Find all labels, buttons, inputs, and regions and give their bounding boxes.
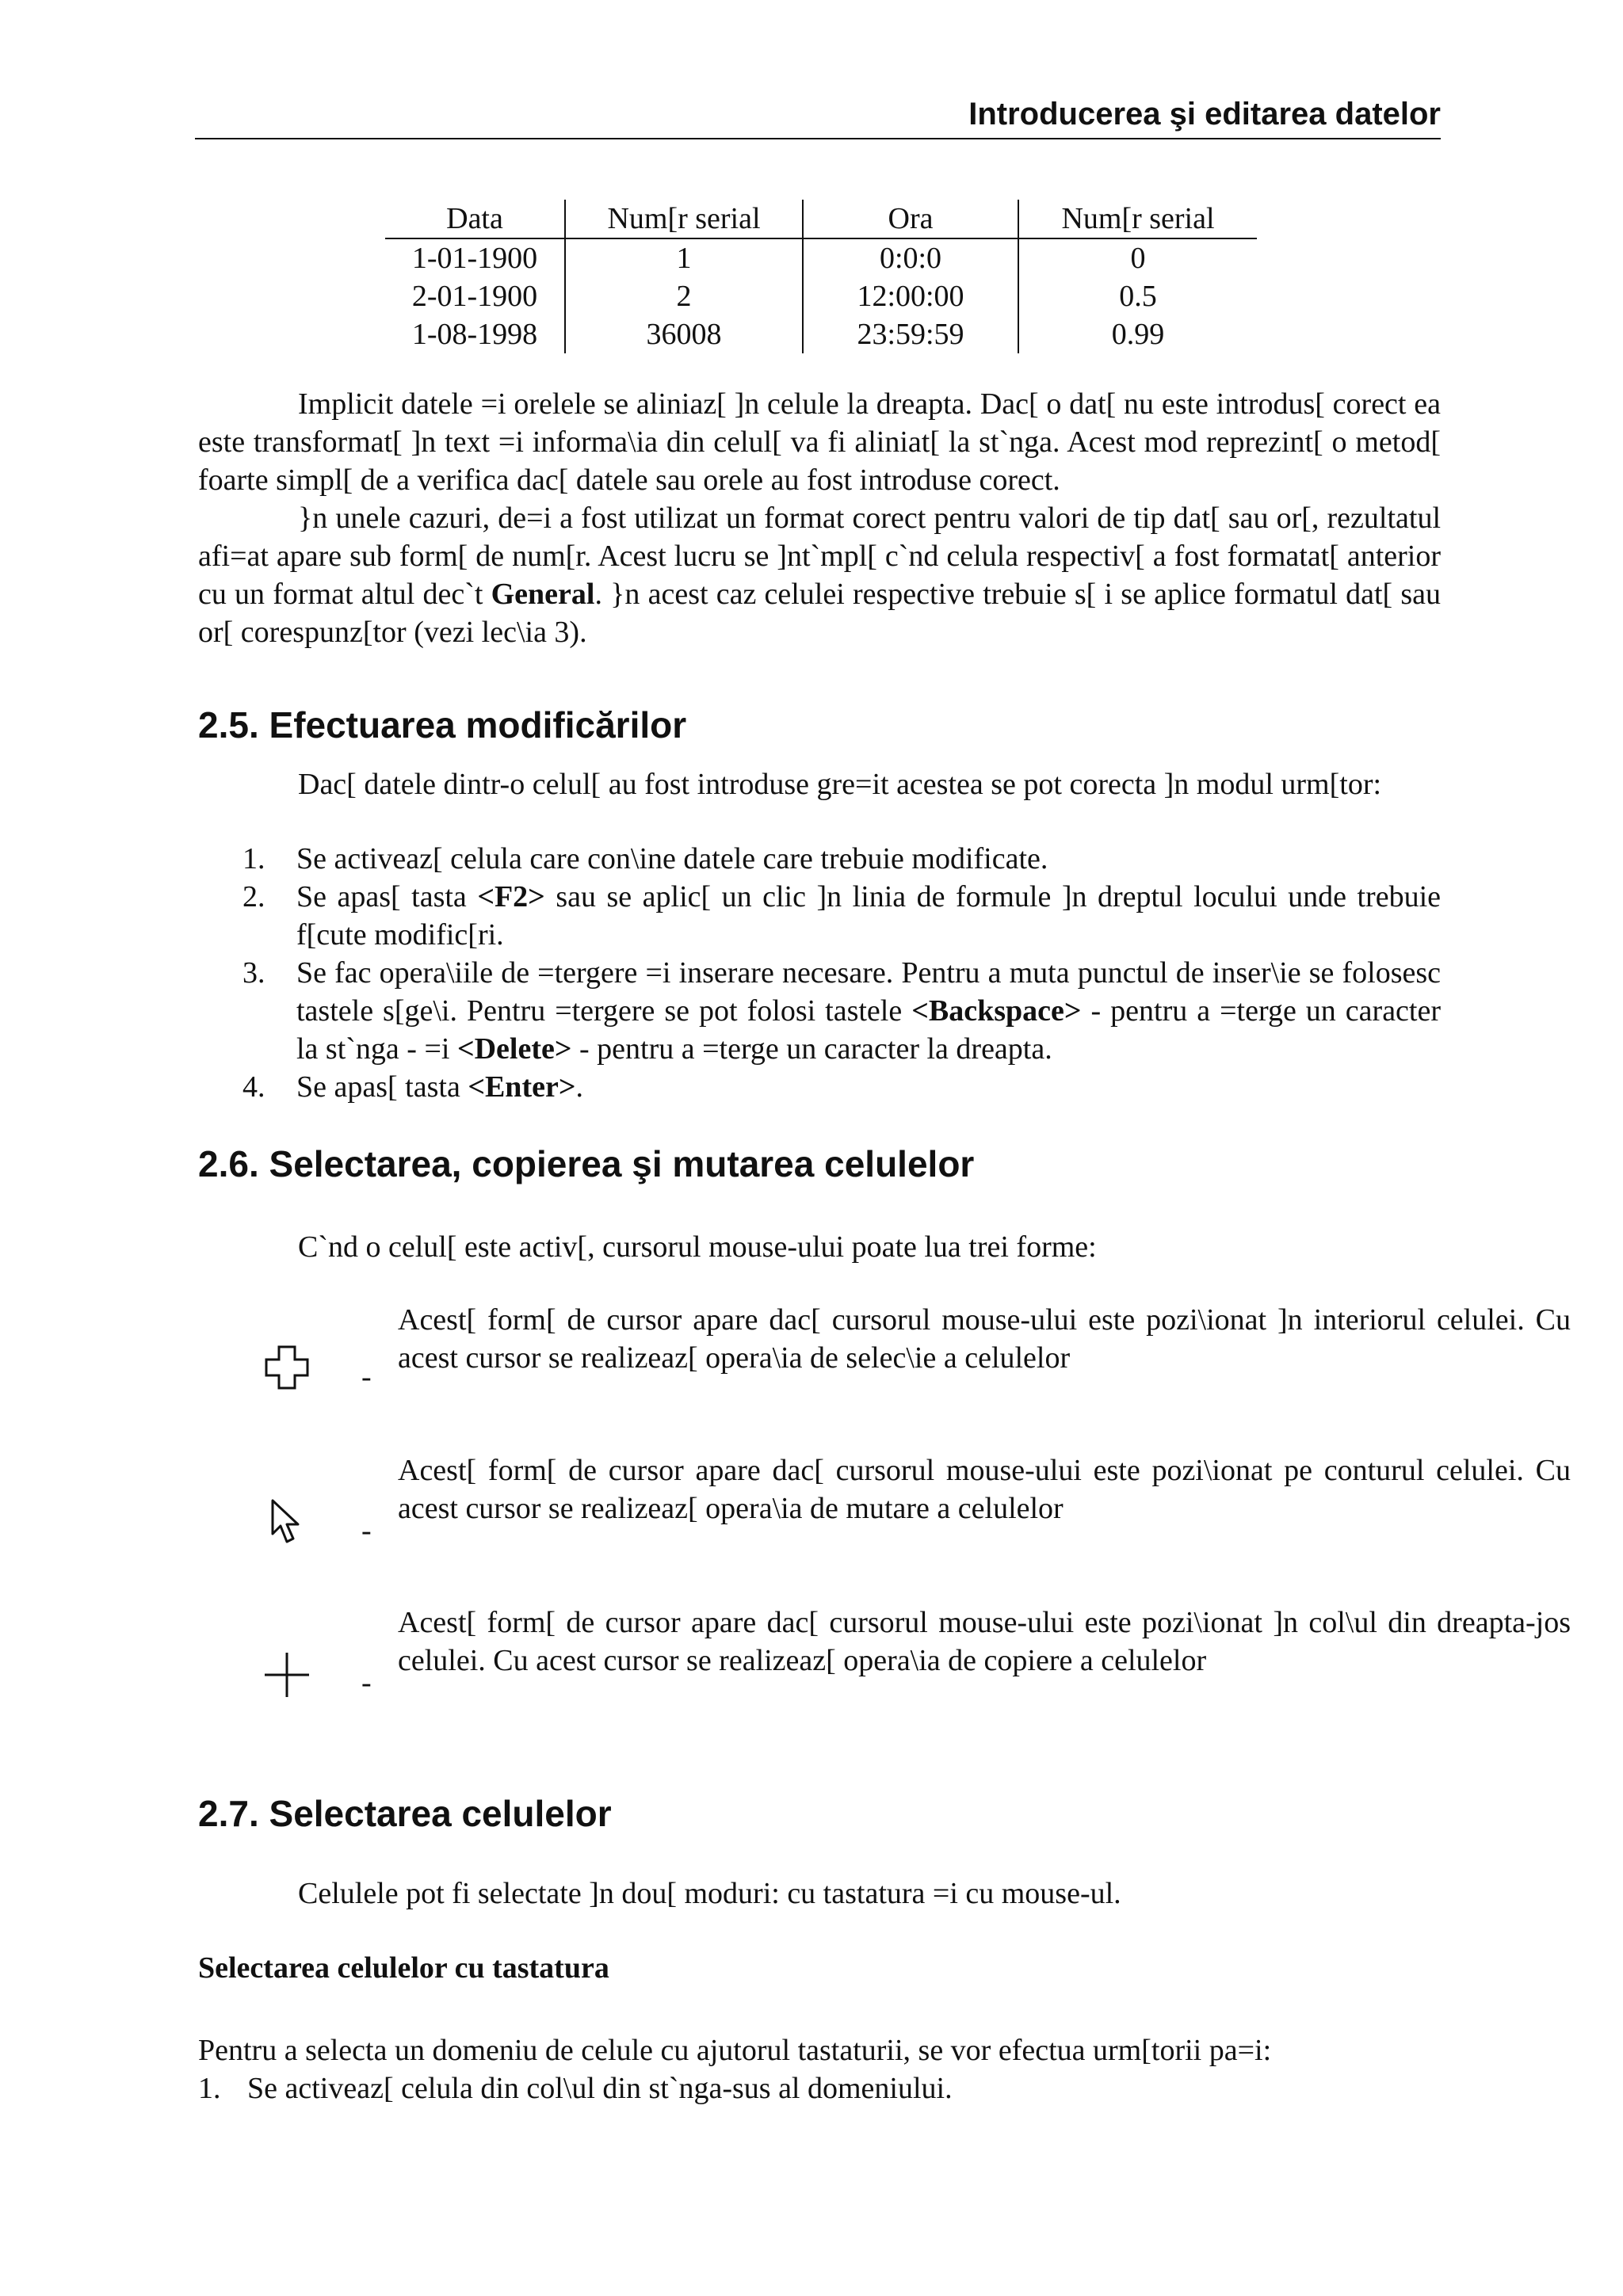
list-item-text: Se activeaz[ celula din col\ul din st`nga-sus al domeniului. bbox=[247, 2072, 953, 2105]
table-cell: 2-01-1900 bbox=[385, 277, 565, 315]
paragraph-alignment: Implicit datele =i orelele se aliniaz[ ]n celule la dreapta. Dac[ o dat[ nu este introdus[ corect ea este transformat[ ]n text =i informa\ia din celul[ va fi aliniat[ la st`nga. Acest mod reprezint[ o metod[ foarte simpl[ de a verifica dac[ datele sau orele au fost introduse corect. bbox=[198, 387, 1441, 497]
table-header-cell: Ora bbox=[803, 200, 1018, 238]
section-2-6-intro: C`nd o celul[ este activ[, cursorul mouse-ului poate lua trei forme: bbox=[298, 1230, 1097, 1264]
table-cell: 0.99 bbox=[1111, 318, 1165, 351]
subheading-keyboard-selection: Selectarea celulelor cu tastatura bbox=[198, 1951, 609, 1985]
table-row bbox=[385, 315, 1257, 353]
section-2-5-intro: Dac[ datele dintr-o celul[ au fost introduse gre=it acestea se pot corecta ]n modul urm[tor: bbox=[298, 768, 1382, 801]
list-item-number: 4. bbox=[242, 1070, 265, 1104]
list-item-text: . bbox=[575, 1070, 583, 1104]
key-name: <F2> bbox=[477, 880, 545, 913]
list-item-number: 1. bbox=[198, 2072, 221, 2105]
keyboard-selection-steps bbox=[198, 2069, 1441, 2107]
cursor-description: Acest[ form[ de cursor apare dac[ cursorul mouse-ului este pozi\ionat ]n interiorul celulei. Cu acest cursor se realizeaz[ opera\ia de selec\ie a celulelor bbox=[398, 1303, 1571, 1375]
header-rule bbox=[195, 138, 1441, 139]
table-row bbox=[385, 238, 1257, 277]
cursor-shape-copy bbox=[198, 1604, 1571, 1730]
paragraph-format-number: }n unele cazuri, de=i a fost utilizat un format corect pentru valori de tip dat[ sau or[, rezultatul afi=at apare sub form[ de num[r. Acest lucru se ]nt`mpl[ c`nd celula respectiv[ a fost formatat[ anterior cu un format altul dec`t General. }n acest caz celulei respective trebuie s[ i se aplice formatul dat[ sau or[ corespunz[tor (vezi lec\ia 3). bbox=[198, 502, 1442, 649]
table-cell: 1-08-1998 bbox=[385, 315, 565, 353]
table-header-cell: Num[r serial bbox=[1018, 200, 1257, 238]
list-item bbox=[198, 2069, 1441, 2107]
list-item-number: 1. bbox=[242, 842, 265, 875]
thin-cross-icon bbox=[262, 1650, 312, 1700]
table-cell: 0.5 bbox=[1119, 280, 1157, 313]
date-serial-table bbox=[385, 200, 1257, 353]
arrow-pointer-icon bbox=[268, 1497, 319, 1548]
list-item-text: - pentru a =terge un caracter la st`nga - =i bbox=[296, 994, 1442, 1066]
table-row bbox=[385, 277, 1257, 315]
table-cell: 2 bbox=[565, 277, 803, 315]
table-cell: 23:59:59 bbox=[803, 315, 1018, 353]
modification-steps-list bbox=[242, 840, 1441, 1106]
section-heading-2-6: 2.6. Selectarea, copierea şi mutarea celulelor bbox=[198, 1143, 975, 1184]
cursor-description: Acest[ form[ de cursor apare dac[ cursorul mouse-ului este pozi\ionat pe conturul celulei. Cu acest cursor se realizeaz[ opera\ia de mutare a celulelor bbox=[398, 1454, 1571, 1525]
cursor-shape-move bbox=[198, 1451, 1571, 1578]
list-item-text: - pentru a =terge un caracter la dreapta. bbox=[571, 1032, 1052, 1066]
list-item-text: Se fac opera\iile de =tergere =i inserare necesare. Pentru a muta punctul de inser\ie se folosesc tastele s[ge\i. Pentru =tergere se pot folosi tastele bbox=[296, 956, 1441, 1028]
list-item bbox=[242, 878, 1441, 954]
list-item-text: Se activeaz[ celula care con\ine datele care trebuie modificate. bbox=[296, 842, 1048, 875]
key-name: <Backspace> bbox=[911, 994, 1082, 1028]
table-cell: 1 bbox=[565, 238, 803, 277]
list-item-number: 3. bbox=[242, 956, 265, 990]
cursor-dash: - bbox=[361, 1360, 372, 1394]
section-heading-2-7: 2.7. Selectarea celulelor bbox=[198, 1793, 612, 1834]
table-cell: 36008 bbox=[565, 315, 803, 353]
list-item-number: 2. bbox=[242, 880, 265, 913]
key-name: <Delete> bbox=[456, 1032, 572, 1066]
table-header-cell: Data bbox=[385, 200, 565, 238]
table-cell: 0 bbox=[1130, 242, 1146, 275]
list-item bbox=[242, 954, 1441, 1068]
table-cell: 12:00:00 bbox=[803, 277, 1018, 315]
section-heading-2-5: 2.5. Efectuarea modificărilor bbox=[198, 704, 687, 746]
running-header: Introducerea şi editarea datelor bbox=[968, 97, 1441, 132]
list-item bbox=[242, 1068, 1441, 1106]
cursor-dash: - bbox=[361, 1666, 372, 1699]
list-item bbox=[242, 840, 1441, 878]
table-header-cell: Num[r serial bbox=[565, 200, 803, 238]
section-2-7-intro: Celulele pot fi selectate ]n dou[ moduri: cu tastatura =i cu mouse-ul. bbox=[298, 1877, 1121, 1910]
key-name: <Enter> bbox=[468, 1070, 576, 1104]
list-item-text: Se apas[ tasta bbox=[296, 1070, 468, 1104]
table-cell: 0:0:0 bbox=[803, 238, 1018, 277]
cursor-dash: - bbox=[361, 1514, 372, 1547]
keyboard-selection-intro: Pentru a selecta un domeniu de celule cu ajutorul tastaturii, se vor efectua urm[torii pa=i: bbox=[198, 2034, 1272, 2067]
cursor-description: Acest[ form[ de cursor apare dac[ cursorul mouse-ului este pozi\ionat ]n col\ul din dreapta-jos celulei. Cu acest cursor se realizeaz[ opera\ia de copiere a celulelor bbox=[398, 1606, 1571, 1677]
cursor-shape-select bbox=[198, 1301, 1571, 1428]
thick-cross-icon bbox=[262, 1342, 312, 1393]
list-item-text: sau se aplic[ un clic ]n linia de formule ]n dreptul locului unde trebuie f[cute modific[ri. bbox=[296, 880, 1441, 952]
table-header-row bbox=[385, 200, 1257, 238]
list-item-text: Se apas[ tasta bbox=[296, 880, 478, 913]
general-format-term: General bbox=[491, 578, 595, 611]
table-cell: 1-01-1900 bbox=[385, 238, 565, 277]
